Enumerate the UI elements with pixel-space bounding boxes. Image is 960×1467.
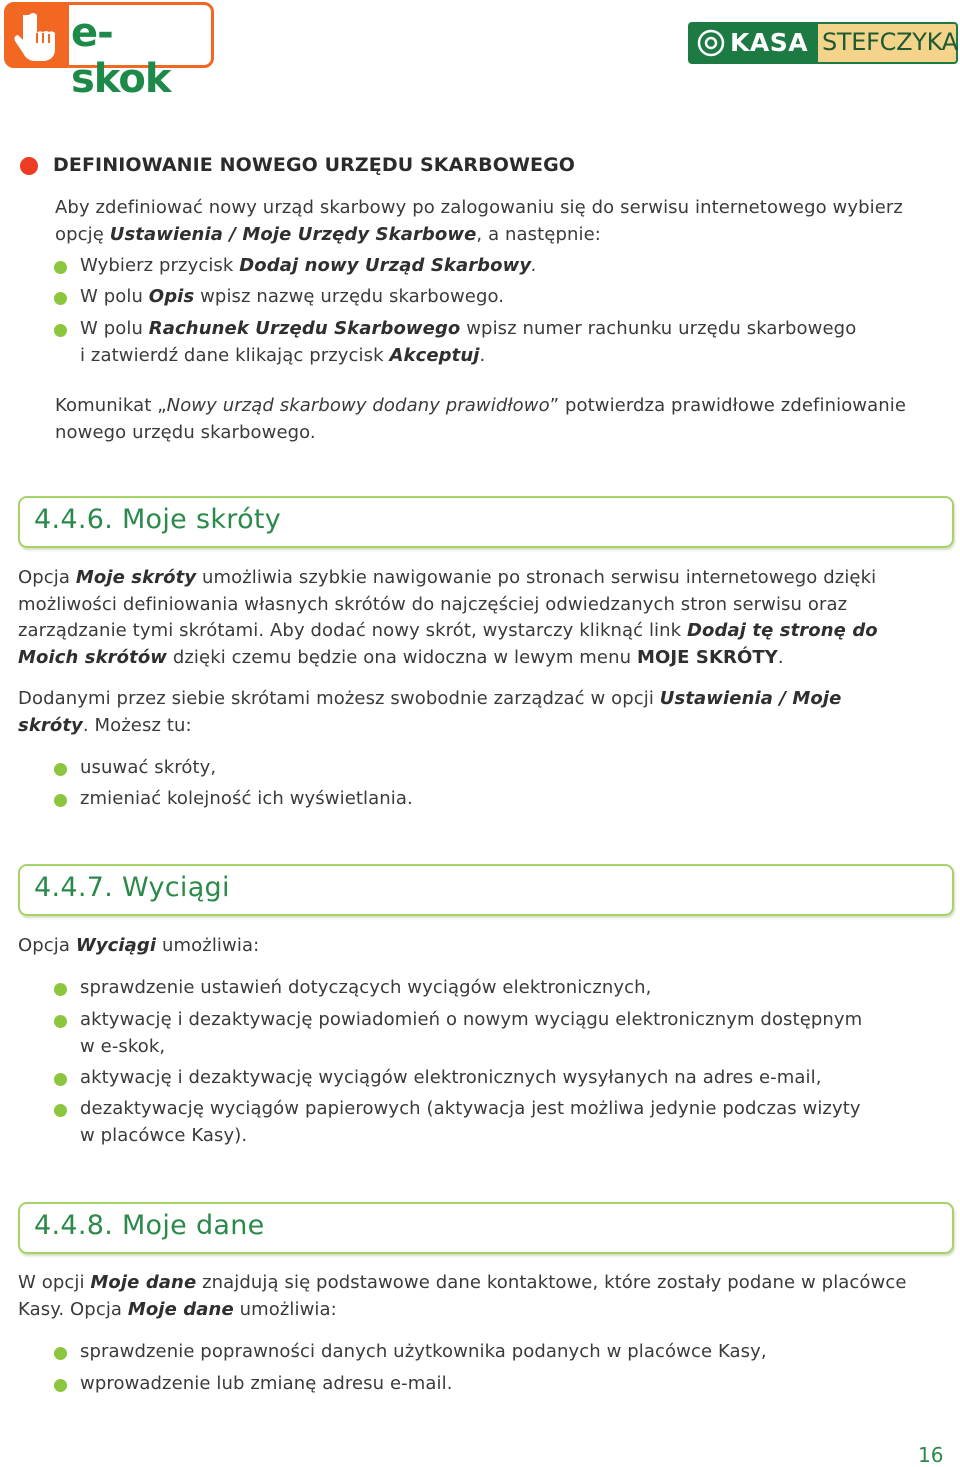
paragraph: Opcja Moje skróty umożliwia szybkie nawigowanie po stronach serwisu internetowego dzięki możliwości definiowania własnych skrótów do najczęściej odwiedzanych stron serwisu oraz zarządzanie tymi skrótami. Aby dodać nowy skrót, wystarczy kliknąć link Dodaj tę stronę do Moich skrótów dzięki czemu będzie ona widoczna w lewym menu MOJE SKRÓTY. [18,567,878,668]
section-heading: 4.4.6. Moje skróty [34,504,282,535]
stefczyka-text: STEFCZYKA [822,28,958,56]
red-bullet-icon [20,157,38,175]
bullet-icon [54,983,67,996]
list-item: zmieniać kolejność ich wyświetlania. [80,788,413,809]
bullet-icon [54,292,67,305]
e-skok-wordmark: e-skok [71,10,171,102]
list-item: dezaktywację wyciągów papierowych (aktywacja jest możliwa jedynie podczas wizyty w placówce Kasy). [80,1098,861,1146]
paragraph: Opcja Wyciągi umożliwia: [18,935,260,956]
page-number: 16 [918,1443,944,1467]
section-heading-box [18,496,954,548]
paragraph: Dodanymi przez siebie skrótami możesz swobodnie zarządzać w opcji Ustawienia / Moje skróty. Możesz tu: [18,688,842,736]
bullet-icon [54,763,67,776]
bullet-icon [54,1015,67,1028]
bullet-icon [54,1073,67,1086]
paragraph: W opcji Moje dane znajdują się podstawowe dane kontaktowe, które zostały podane w placówce Kasy. Opcja Moje dane umożliwia: [18,1272,907,1320]
kasa-text: KASA [730,28,809,57]
list-item: Wybierz przycisk Dodaj nowy Urząd Skarbowy. [80,255,538,276]
hand-cursor-icon [7,5,69,65]
flower-icon [696,28,726,58]
section-heading: 4.4.8. Moje dane [34,1210,265,1241]
e-skok-logo [4,2,214,102]
list-item: usuwać skróty, [80,757,217,778]
bullet-icon [54,794,67,807]
list-item: aktywację i dezaktywację wyciągów elektronicznych wysyłanych na adres e-mail, [80,1067,822,1088]
section-heading: 4.4.7. Wyciągi [34,872,230,903]
bullet-icon [54,1379,67,1392]
section-title: DEFINIOWANIE NOWEGO URZĘDU SKARBOWEGO [53,154,576,176]
list-item: wprowadzenie lub zmianę adresu e-mail. [80,1373,453,1394]
bullet-icon [54,1347,67,1360]
list-item: W polu Rachunek Urzędu Skarbowego wpisz numer rachunku urzędu skarbowego i zatwierdź dane klikając przycisk Akceptuj. [80,318,857,366]
list-item: sprawdzenie ustawień dotyczących wyciągów elektronicznych, [80,977,652,998]
paragraph: Komunikat „Nowy urząd skarbowy dodany prawidłowo” potwierdza prawidłowe zdefiniowanie nowego urzędu skarbowego. [55,395,907,443]
section-heading-box [18,1202,954,1254]
section-heading-box [18,864,954,916]
paragraph: Aby zdefiniować nowy urząd skarbowy po zalogowaniu się do serwisu internetowego wybierz opcję Ustawienia / Moje Urzędy Skarbowe, a następnie: [55,197,903,245]
kasa-stefczyka-logo [688,22,958,64]
list-item: aktywację i dezaktywację powiadomień o nowym wyciągu elektronicznym dostępnym w e-skok, [80,1009,863,1057]
bullet-icon [54,261,67,274]
bullet-icon [54,324,67,337]
list-item: W polu Opis wpisz nazwę urzędu skarbowego. [80,286,505,307]
list-item: sprawdzenie poprawności danych użytkownika podanych w placówce Kasy, [80,1341,767,1362]
bullet-icon [54,1104,67,1117]
